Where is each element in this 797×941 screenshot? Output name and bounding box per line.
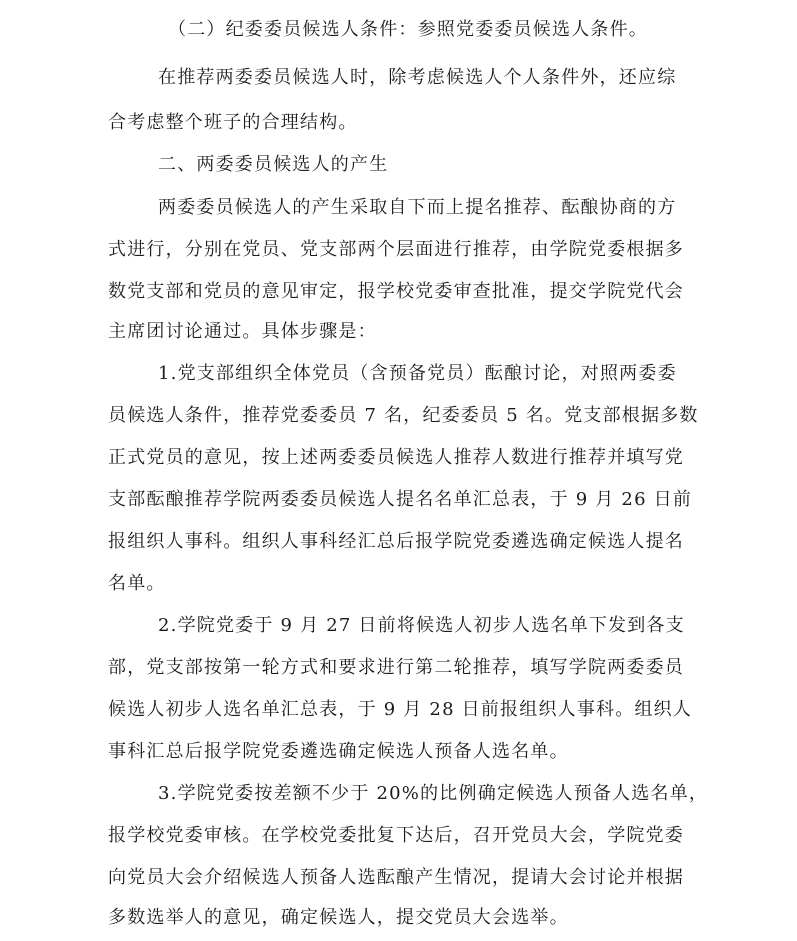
paragraph-line: 数党支部和党员的意见审定，报学校党委审查批准，提交学院党代会 xyxy=(108,281,684,302)
paragraph-line: 事科汇总后报学院党委遴选确定候选人预备人选名单。 xyxy=(108,741,569,762)
paragraph-line: 报学校党委审核。在学校党委批复下达后，召开党员大会，学院党委 xyxy=(108,825,684,846)
paragraph-line: 式进行，分别在党员、党支部两个层面进行推荐，由学院党委根据多 xyxy=(108,239,684,260)
paragraph-line: （二）纪委委员候选人条件：参照党委委员候选人条件。 xyxy=(168,19,648,40)
paragraph-line: 正式党员的意见，按上述两委委员候选人推荐人数进行推荐并填写党 xyxy=(108,447,684,468)
paragraph-line: 合考虑整个班子的合理结构。 xyxy=(108,112,358,133)
paragraph-line: 多数选举人的意见，确定候选人，提交党员大会选举。 xyxy=(108,907,569,928)
paragraph-line: 1.党支部组织全体党员（含预备党员）酝酿讨论，对照两委委 xyxy=(158,363,677,384)
paragraph-line: 向党员大会介绍候选人预备人选酝酿产生情况，提请大会讨论并根据 xyxy=(108,867,684,888)
paragraph-line: 报组织人事科。组织人事科经汇总后报学院党委遴选确定候选人提名 xyxy=(108,531,684,552)
paragraph-line: 支部酝酿推荐学院两委委员候选人提名名单汇总表，于 9 月 26 日前 xyxy=(108,489,693,510)
paragraph-line: 部，党支部按第一轮方式和要求进行第二轮推荐，填写学院两委委员 xyxy=(108,657,684,678)
paragraph-line: 两委委员候选人的产生采取自下而上提名推荐、酝酿协商的方 xyxy=(158,197,677,218)
paragraph-line: 员候选人条件，推荐党委委员 7 名，纪委委员 5 名。党支部根据多数 xyxy=(108,405,699,426)
paragraph-line: 主席团讨论通过。具体步骤是： xyxy=(108,321,377,342)
paragraph-line: 3.学院党委按差额不少于 20%的比例确定候选人预备人选名单， xyxy=(158,783,709,804)
paragraph-line: 名单。 xyxy=(108,573,166,594)
paragraph-line: 2.学院党委于 9 月 27 日前将候选人初步人选名单下发到各支 xyxy=(158,615,685,636)
section-heading: 二、两委委员候选人的产生 xyxy=(158,154,389,175)
paragraph-line: 候选人初步人选名单汇总表，于 9 月 28 日前报组织人事科。组织人 xyxy=(108,699,693,720)
paragraph-line: 在推荐两委委员候选人时，除考虑候选人个人条件外，还应综 xyxy=(158,67,677,88)
